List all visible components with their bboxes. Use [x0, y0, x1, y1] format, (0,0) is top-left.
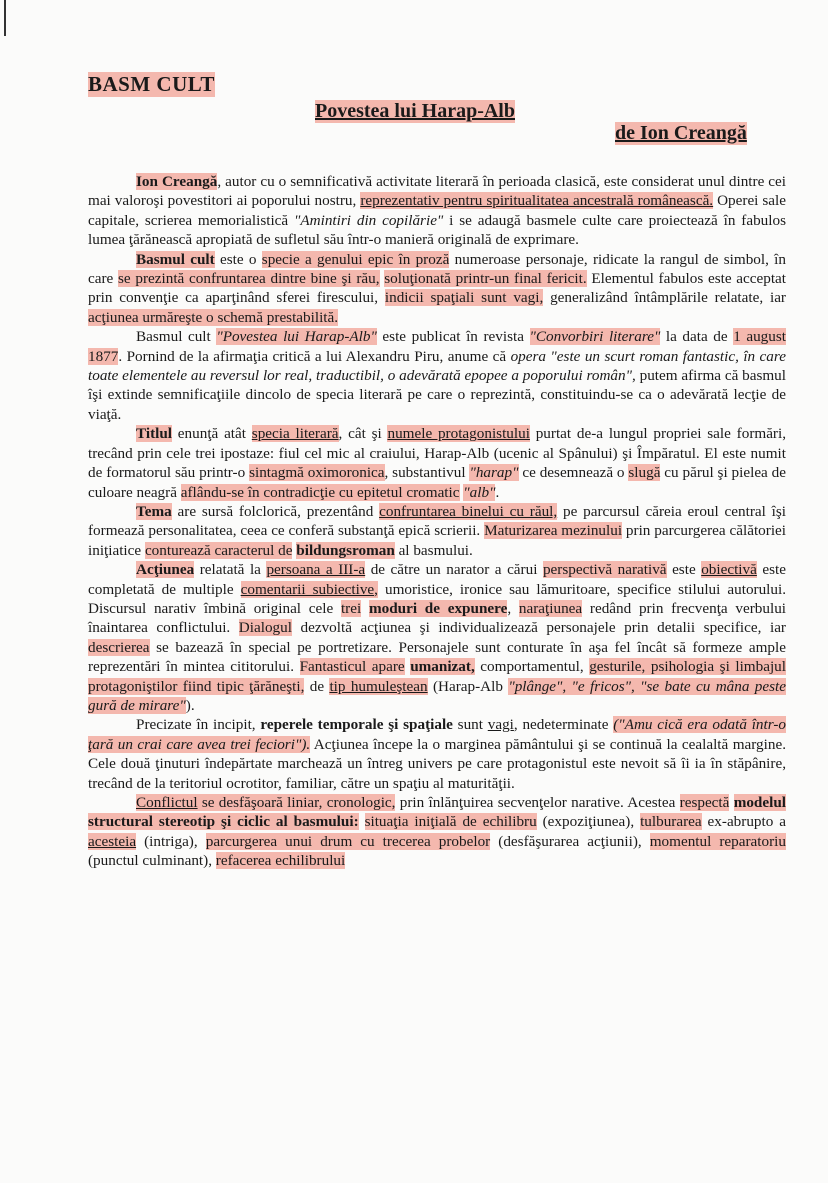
- document-author: de Ion Creangă: [615, 122, 747, 144]
- paragraph-intro: Ion Creangă, autor cu o semnificativă activitate literară în perioada clasică, este considerat unul dintre cei mai valoroşi povestitori ai poporului nostru, reprezentativ pentru spiritualitatea ancestrală românească. Operei sale capitale, scrierea memorialistică "Amintiri din copilărie" i se adaugă basmele culte care proiectează în fabulos lumea ţărănească apropiată de sufletul său într-o manieră originală de exprimare.: [88, 173, 787, 249]
- document-title: Povestea lui Harap-Alb: [315, 100, 515, 122]
- author-name: Ion Creangă: [136, 173, 218, 190]
- paragraph-theme: Tema are sursă folclorică, prezentând confruntarea binelui cu răul, pe parcursul căreia eroul central îşi formează personalitatea, ceea ce conferă substanţă epică scrierii. Maturizarea mezinului prin parcurgerea călătoriei iniţiatice conturează caracterul de bildungsroman al basmului.: [88, 502, 787, 559]
- paragraph-title: Titlul enunţă atât specia literară, cât şi numele protagonistului purtat de-a lungul propriei sale formări, trecând prin cele trei ipostaze: fiul cel mic al craiului, Harap-Alb (ucenic al Spânului) şi Împăratul. El este numit de formatorul său printr-o sintagmă oximoronica, substantivul "harap" ce desemnează o slugă cu părul şi pielea de culoare neagră aflându-se în contradicţie cu epitetul cromatic "alb".: [88, 425, 787, 501]
- paragraph-action: Acţiunea relatată la persoana a III-a de către un narator a cărui perspectivă narativă este obiectivă este completată de multiple comentarii subiective, umoristice, ironice sau lămuritoare, specifice stilului autorului. Discursul narativ îmbină original cele trei moduri de expunere, naraţiunea redând prin frecvenţa verbului înaintarea conflictului. Dialogul dezvoltă acţiunea şi individualizează personajele prin detalii specifice, iar descrierea se bazează în special pe portretizare. Personajele sunt conturate în aşa fel încât să formeze ample reprezentări în mintea cititorului. Fantasticul apare umanizat, comportamentul, gesturile, psihologia şi limbajul protagoniştilor fiind tipic ţărăneşti, de tip humuleştean (Harap-Alb "plânge", "e fricos", "se bate cu mâna peste gură de mirare").: [88, 561, 787, 714]
- scan-edge-line: [4, 0, 6, 36]
- paragraph-basm-cult: Basmul cult este o specie a genului epic în proză numeroase personaje, ridicate la rangul de simbol, în care se prezintă confruntarea dintre bine şi rău, soluţionată printr-un final fericit. Elementul fabulos este acceptat prin convenţie ca aparţinând sferei firescului, indicii spaţiali sunt vagi, generalizând întâmplările relatate, iar acţiunea urmăreşte o schemă prestabilită.: [88, 250, 787, 326]
- paragraph-time-space: Precizate în incipit, reperele temporale şi spaţiale sunt vagi, nedeterminate ("Amu cică era odată într-o ţară un crai care avea trei feciori"). Acţiunea începe la o marginea pământului şi se continuă la cealaltă margine. Cele două ţinuturi îndepărtate marchează un întreg univers pe care protagonistul este nevoit să îi ia în stăpânire, trecând de la teritoriul ocrotitor, familiar, către un spaţiu al maturităţii.: [88, 716, 787, 792]
- document-body: [88, 172, 786, 871]
- paragraph-publication: Basmul cult "Povestea lui Harap-Alb" este publicat în revista "Convorbiri literare" la data de 1 august 1877. Pornind de la afirmaţia critică a lui Alexandru Piru, anume că opera "este un scurt roman fantastic, în care toate elementele au reversul lor real, traductibil, o adevărată epopee a poporului român", putem afirma că basmul îşi extinde semnificaţiile dincolo de specia literară pe care o reprezintă, constituindu-se ca o adevărată lecţie de viaţă.: [88, 328, 786, 423]
- document-heading: BASM CULT: [88, 72, 215, 96]
- paragraph-conflict: Conflictul se desfăşoară liniar, cronologic, prin înlănţuirea secvenţelor narative. Acestea respectă modelul structural stereotip şi ciclic al basmului: situaţia iniţială de echilibru (expoziţiunea), tulburarea ex-abrupto a acesteia (intriga), parcurgerea unui drum cu trecerea probelor (desfăşurarea acţiunii), momentul reparatoriu (punctul culminant), refacerea echilibrului: [88, 794, 787, 870]
